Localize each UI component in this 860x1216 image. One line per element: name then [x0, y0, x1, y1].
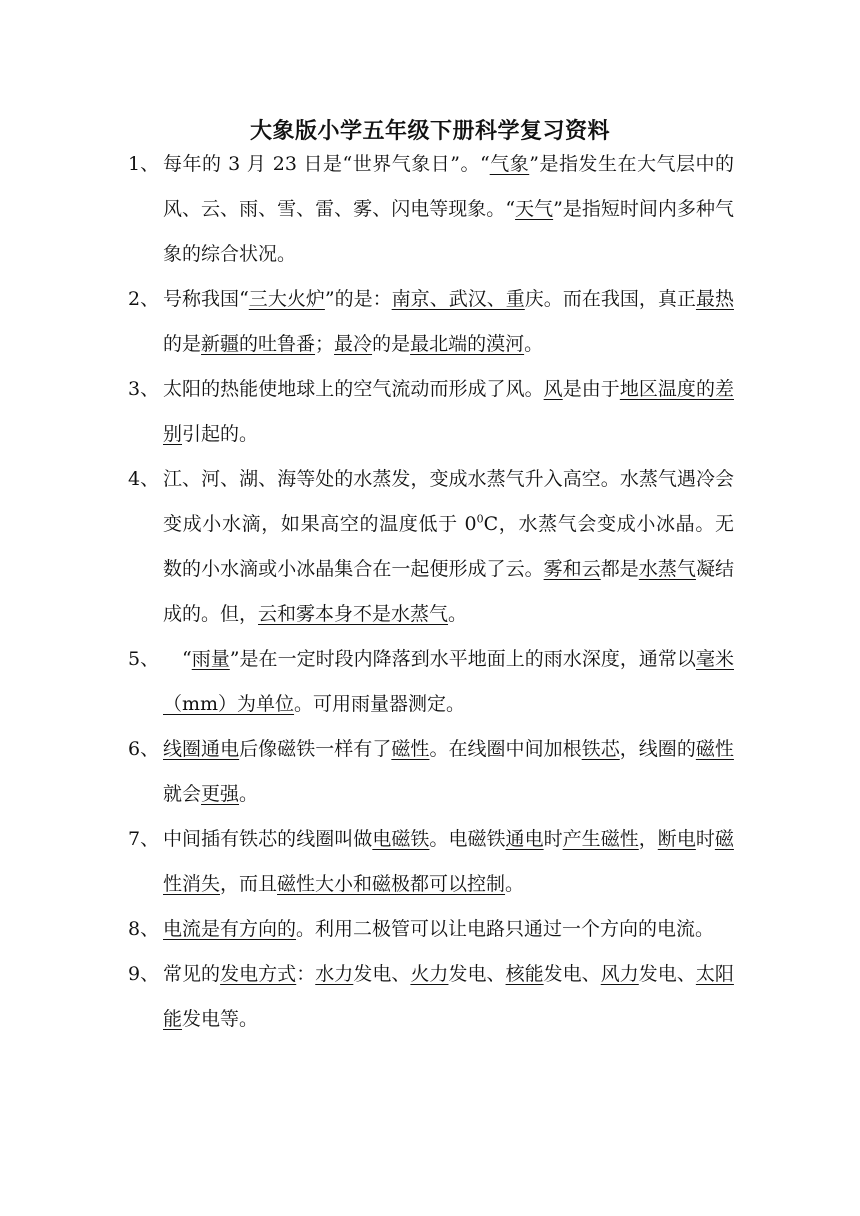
text-run: ，线圈的: [619, 738, 696, 760]
document-title: 大象版小学五年级下册科学复习资料: [249, 118, 610, 144]
item-text: [163, 288, 734, 355]
item-number: 3、: [128, 378, 160, 400]
underlined-key-term: 地区温度的差别: [163, 378, 734, 445]
underlined-key-term: 磁性消失: [163, 828, 734, 895]
text-run: 。: [239, 783, 259, 805]
text-run: 。利用二极管可以让电路只通过一个方向的电流。: [296, 918, 715, 940]
item-text: [163, 738, 734, 805]
underlined-key-term: 云和雾本身不是水蒸气: [258, 603, 449, 625]
text-run: 发电、: [543, 963, 601, 985]
item-text: [163, 468, 734, 625]
review-item: [128, 952, 734, 1042]
text-run: ：: [296, 963, 316, 985]
underlined-key-term: 天气: [515, 198, 554, 220]
underlined-key-term: 断电: [657, 828, 696, 850]
item-number: 5、: [128, 648, 160, 670]
item-number: 1、: [128, 153, 160, 175]
underlined-key-term: 通电: [505, 828, 544, 850]
underlined-key-term: 更强: [201, 783, 240, 805]
item-text: [163, 918, 714, 940]
text-run: 每年的 3 月 23 日是“世界气象日”。“: [163, 153, 490, 175]
item-text: [163, 648, 734, 715]
underlined-key-term: 电流是有方向的: [163, 918, 297, 940]
underlined-key-term: 磁性大小和磁极都可以控制: [277, 873, 506, 895]
text-run: 江、河、湖、海等处的水蒸发，变成水蒸气升入高空。水蒸气遇冷会变成小水滴，如果高空的温度低于 0: [163, 468, 734, 535]
item-number: 4、: [128, 468, 160, 490]
item-number: 7、: [128, 828, 160, 850]
review-item: [128, 277, 734, 367]
underlined-key-term: 磁性: [695, 738, 734, 760]
text-run: 常见的: [163, 963, 221, 985]
text-run: ”是指短时间内多种气象的综合状况。: [163, 198, 734, 265]
underlined-key-term: 最冷: [334, 333, 373, 355]
review-items-list: [128, 142, 734, 1042]
review-item: [128, 637, 734, 727]
text-run: 时: [695, 828, 715, 850]
item-number: 9、: [128, 963, 160, 985]
text-run: 。在线圈中间加根: [429, 738, 582, 760]
underlined-key-term: 风: [543, 378, 563, 400]
text-run: 就会: [163, 783, 202, 805]
item-text: [163, 963, 734, 1030]
text-run: 发电、: [353, 963, 411, 985]
item-number: 8、: [128, 918, 160, 940]
item-text: [163, 153, 734, 265]
review-item: [128, 142, 734, 277]
review-item: [128, 907, 734, 952]
underlined-key-term: 铁芯: [581, 738, 620, 760]
underlined-key-term: 最北端的漠河: [410, 333, 525, 355]
underlined-key-term: 火力: [410, 963, 449, 985]
text-run: ，: [638, 828, 658, 850]
text-run: 中间插有铁芯的线圈叫做: [163, 828, 373, 850]
underlined-key-term: 最热: [695, 288, 734, 310]
review-item: [128, 817, 734, 907]
underlined-key-term: 产生磁性: [562, 828, 639, 850]
text-run: 发电、: [638, 963, 696, 985]
underlined-key-term: 太阳能: [163, 963, 734, 1030]
text-run: ”的是：: [324, 288, 392, 310]
text-run: 。电磁铁: [429, 828, 506, 850]
text-run: 。: [524, 333, 544, 355]
degree-superscript: 0: [476, 512, 484, 526]
text-run: 的是: [163, 333, 202, 355]
text-run: C，水蒸气会变成小冰晶。无数的小水滴或小冰晶集合在一起便形成了云。: [163, 513, 734, 580]
item-number: 6、: [128, 738, 160, 760]
text-run: ”是指发生在大气层中的风、云、雨、雪、雷、雾、闪电等现象。“: [163, 153, 734, 220]
underlined-key-term: 雨量: [191, 648, 230, 670]
underlined-key-term: 核能: [505, 963, 544, 985]
underlined-key-term: 毫米（mm）为单位: [163, 648, 734, 715]
text-run: 的是: [372, 333, 411, 355]
text-run: “: [163, 648, 192, 670]
underlined-key-term: 发电方式: [220, 963, 297, 985]
review-item: [128, 727, 734, 817]
item-number: 2、: [128, 288, 160, 310]
underlined-key-term: 水力: [315, 963, 354, 985]
underlined-key-term: 电磁铁: [372, 828, 430, 850]
text-run: 太阳的热能使地球上的空气流动而形成了风。: [163, 378, 544, 400]
review-item: [128, 457, 734, 637]
text-run: 。: [448, 603, 468, 625]
item-text: [163, 828, 734, 895]
text-run: 都是: [600, 558, 639, 580]
underlined-key-term: 风力: [600, 963, 639, 985]
text-run: 时: [543, 828, 563, 850]
underlined-key-term: 水蒸气: [638, 558, 696, 580]
text-run: ，而且: [220, 873, 278, 895]
text-run: 发电、: [448, 963, 506, 985]
text-run: 庆。而在我国，真正: [524, 288, 696, 310]
text-run: 凝结成的。但，: [163, 558, 734, 625]
text-run: 。可用雨量器测定。: [294, 693, 466, 715]
text-run: 引起的。: [182, 423, 259, 445]
text-run: 。: [505, 873, 525, 895]
text-run: 号称我国“: [163, 288, 249, 310]
underlined-key-term: 线圈通电: [163, 738, 240, 760]
underlined-key-term: 三大火炉: [248, 288, 325, 310]
underlined-key-term: 新疆的吐鲁番: [201, 333, 316, 355]
text-run: ”是在一定时段内降落到水平地面上的雨水深度，通常以: [229, 648, 696, 670]
underlined-key-term: 雾和云: [543, 558, 601, 580]
underlined-key-term: 南京、武汉、重: [391, 288, 525, 310]
item-text: [163, 378, 734, 445]
text-run: 是由于: [562, 378, 620, 400]
text-run: 后像磁铁一样有了: [239, 738, 392, 760]
underlined-key-term: 气象: [489, 153, 530, 175]
text-run: ；: [315, 333, 335, 355]
underlined-key-term: 磁性: [391, 738, 430, 760]
text-run: 发电等。: [182, 1008, 259, 1030]
review-item: [128, 367, 734, 457]
